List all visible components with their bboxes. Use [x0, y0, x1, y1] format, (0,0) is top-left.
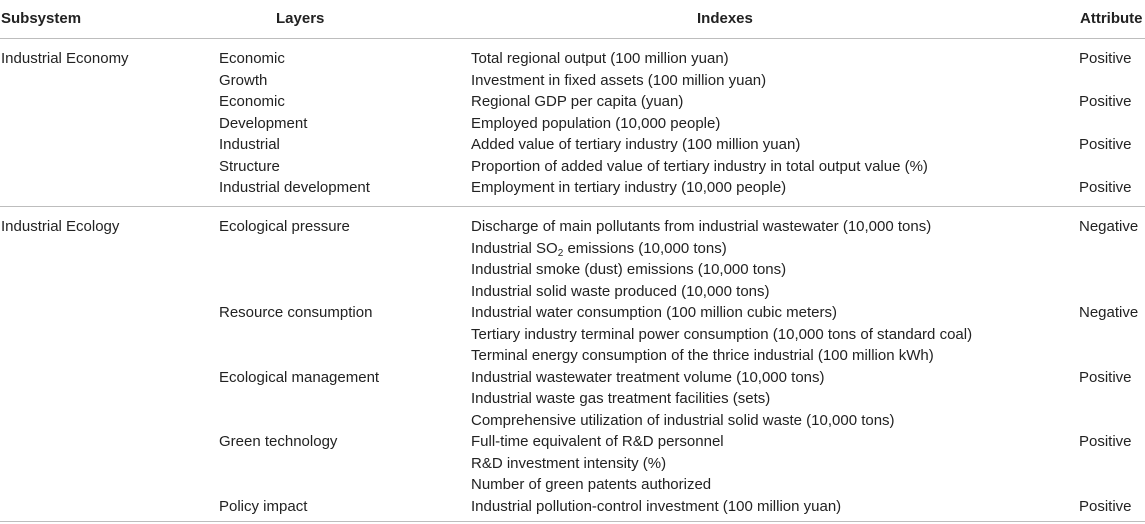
table-row	[0, 431, 1145, 453]
index-cell: R&D investment intensity (%)	[471, 454, 667, 472]
index-cell: Employment in tertiary industry (10,000 people)	[471, 179, 787, 196]
layer-cell: Resource consumption	[219, 304, 373, 321]
layer-cell: Structure	[219, 157, 280, 175]
attribute-cell: Positive	[1079, 136, 1132, 153]
table-row	[0, 453, 1145, 475]
table-bottom-rule	[0, 521, 1145, 522]
index-cell: Regional GDP per capita (yuan)	[471, 93, 684, 110]
layer-cell: Industrial	[219, 136, 280, 153]
index-cell: Proportion of added value of tertiary industry in total output value (%)	[471, 157, 928, 175]
layer-cell: Economic	[219, 50, 285, 67]
layer-cell: Development	[219, 114, 308, 132]
table-header-row	[0, 8, 1145, 30]
index-cell: Total regional output (100 million yuan)	[471, 50, 729, 67]
index-cell: Discharge of main pollutants from industrial wastewater (10,000 tons)	[471, 218, 932, 235]
index-cell: Industrial wastewater treatment volume (10,000 tons)	[471, 368, 825, 386]
layer-cell: Ecological management	[219, 368, 380, 386]
attribute-cell: Positive	[1079, 179, 1132, 196]
table-row	[0, 324, 1145, 346]
layer-cell: Green technology	[219, 433, 338, 450]
index-cell: Terminal energy consumption of the thrice industrial (100 million kWh)	[471, 347, 934, 364]
layer-cell: Economic	[219, 93, 285, 110]
table-row	[0, 259, 1145, 281]
index-cell: Industrial water consumption (100 million cubic meters)	[471, 304, 837, 321]
table-row	[0, 345, 1145, 367]
table-row	[0, 367, 1145, 389]
index-cell: Industrial smoke (dust) emissions (10,000 tons)	[471, 261, 787, 278]
table-row	[0, 48, 1145, 70]
header-indexes: Indexes	[697, 10, 753, 27]
layer-cell: Growth	[219, 71, 268, 89]
index-cell: Employed population (10,000 people)	[471, 114, 721, 132]
attribute-cell: Positive	[1079, 368, 1132, 386]
header-divider	[0, 38, 1145, 39]
index-cell: Industrial solid waste produced (10,000 tons)	[471, 282, 770, 300]
table-row	[0, 388, 1145, 410]
table-row	[0, 156, 1145, 178]
attribute-cell: Positive	[1079, 433, 1132, 450]
table-row	[0, 474, 1145, 496]
subsystem-cell: Industrial Ecology	[1, 218, 120, 235]
layer-cell: Policy impact	[219, 497, 308, 515]
header-attribute: Attribute	[1080, 10, 1143, 27]
index-cell: Industrial waste gas treatment facilities (sets)	[471, 390, 771, 407]
table-row	[0, 302, 1145, 324]
table-row	[0, 70, 1145, 92]
section-divider	[0, 206, 1145, 207]
table-row	[0, 410, 1145, 432]
layer-cell: Industrial development	[219, 179, 370, 196]
table-row	[0, 177, 1145, 199]
header-subsystem: Subsystem	[1, 10, 82, 27]
index-cell: Industrial pollution-control investment (100 million yuan)	[471, 497, 842, 515]
table-row	[0, 113, 1145, 135]
index-cell: Full-time equivalent of R&D personnel	[471, 433, 724, 450]
table-row	[0, 238, 1145, 260]
table-row	[0, 216, 1145, 238]
index-cell: Investment in fixed assets (100 million yuan)	[471, 71, 767, 89]
layer-cell: Ecological pressure	[219, 218, 350, 235]
index-cell: Tertiary industry terminal power consumption (10,000 tons of standard coal)	[471, 325, 973, 343]
index-cell: Number of green patents authorized	[471, 476, 712, 493]
attribute-cell: Positive	[1079, 497, 1132, 515]
table-row	[0, 91, 1145, 113]
attribute-cell: Negative	[1079, 218, 1139, 235]
table-row	[0, 134, 1145, 156]
attribute-cell: Positive	[1079, 93, 1132, 110]
header-layers: Layers	[276, 10, 325, 27]
attribute-cell: Negative	[1079, 304, 1139, 321]
index-cell: Added value of tertiary industry (100 million yuan)	[471, 136, 801, 153]
subsystem-cell: Industrial Economy	[1, 50, 129, 67]
attribute-cell: Positive	[1079, 50, 1132, 67]
index-cell: Comprehensive utilization of industrial solid waste (10,000 tons)	[471, 411, 895, 429]
index-cell: Industrial $SO_2$ emissions (10,000 tons)	[471, 239, 727, 259]
table-row	[0, 496, 1145, 518]
table-row	[0, 281, 1145, 303]
